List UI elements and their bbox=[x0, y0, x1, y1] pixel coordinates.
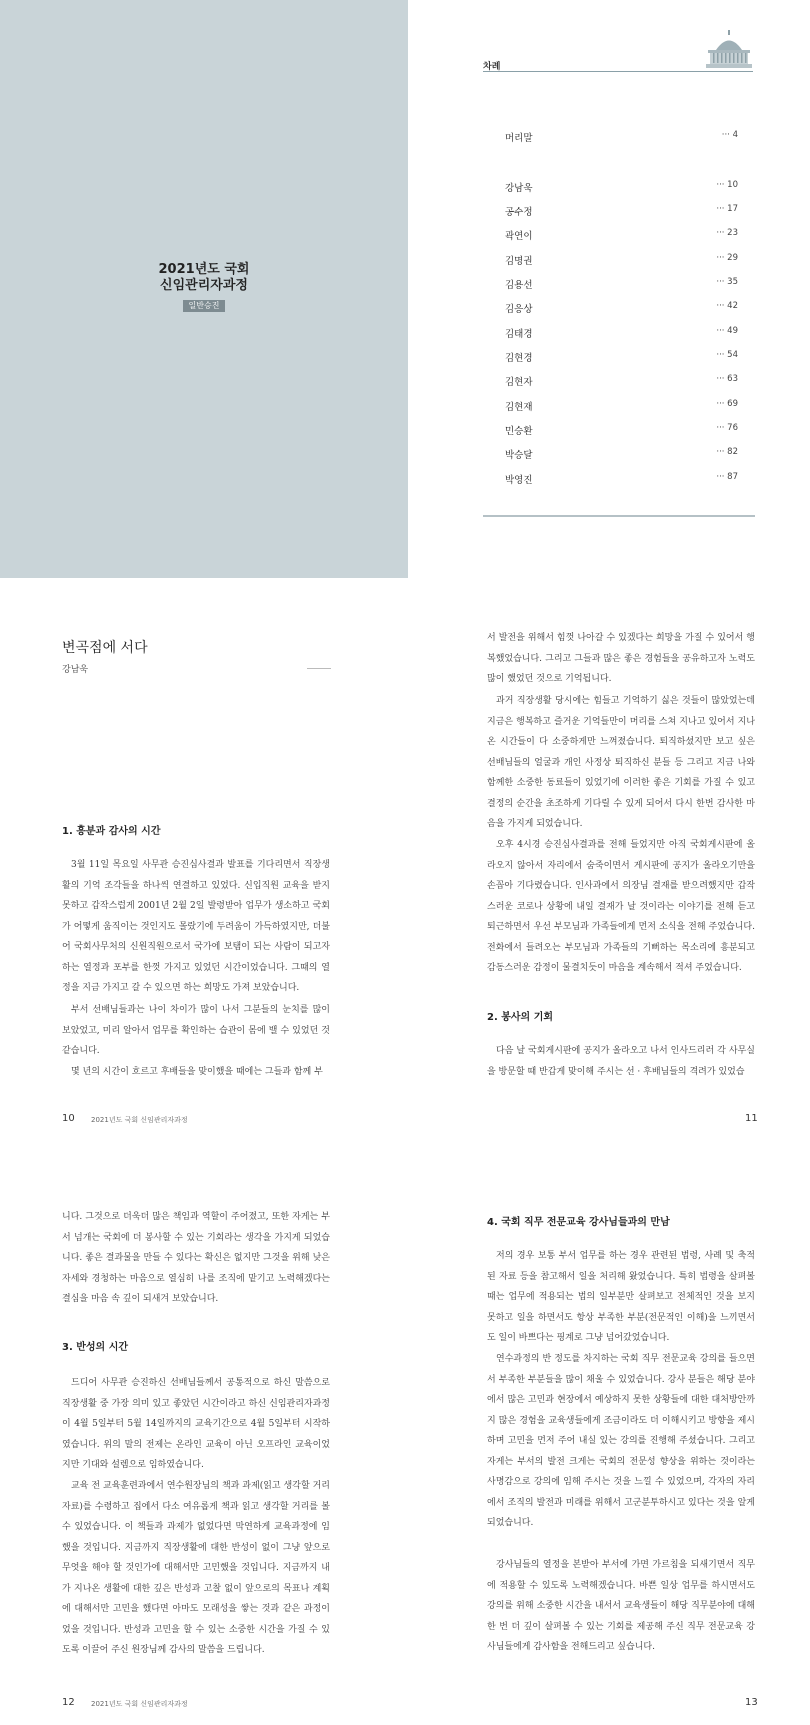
toc-entry-name: 김현경 bbox=[505, 353, 533, 364]
page-number: 13 bbox=[745, 1697, 758, 1708]
body-paragraph: 서 발전을 위해서 힘껏 나아갈 수 있겠다는 희망을 가질 수 있어서 행복했었습니다. 그리고 그들과 많은 좋은 경험들을 공유하고자 노력도 많이 했었던 것으로 기억됩니다. bbox=[487, 633, 755, 684]
body-paragraph: 교육 전 교육훈련과에서 연수원장님의 책과 과제(읽고 생각할 거리 자료)를 수령하고 집에서 다소 여유롭게 책과 읽고 생각할 거리를 볼 수 있었습니다. 이 책들과 과제가 없었다면 막연하게 교육과정에 임했을 것입니다. 지금까지 직장생활에 대한 반성이 없이 그냥 앞으로 무엇을 해야 할 것인가에 대해서만 고민했을 것입니다. 지금까지 내가 지나온 생활에 대한 깊은 반성과 고찰 없이 앞으로의 목표나 계획에 대해서만 고민을 했다면 아마도 모래성을 쌓는 것과 같은 과정이었을 것입니다. 반성과 고민을 할 수 있는 소중한 시간을 가질 수 있도록 이끌어 주신 원장님께 감사의 말씀을 드립니다. bbox=[62, 1481, 330, 1655]
toc-entry-page: ··· 17 bbox=[716, 204, 738, 214]
toc-entry-name: 김현재 bbox=[505, 402, 533, 413]
body-paragraph: 오후 4시경 승진심사결과를 전해 들었지만 아직 국회게시판에 올라오지 않아서 자리에서 숨죽이면서 게시판에 공지가 올라오기만을 손꼽아 기다렸습니다. 인사과에서 의장님 결재를 받으려했지만 갑작스러운 코로나 상황에 내일 결재가 날 것이라는 이야기를 전해 듣고 퇴근하면서 우선 부모님과 가족들에게 먼저 소식을 전해 주었습니다. 전화에서 들려오는 부모님과 가족들의 기뻐하는 목소리에 흥분되고 감동스러운 감정이 물결치듯이 마음을 계속해서 적셔 주었습니다. bbox=[487, 840, 755, 973]
toc-entry-name: 김응상 bbox=[505, 304, 533, 315]
toc-entry-page: ··· 35 bbox=[716, 277, 738, 287]
toc-entry[interactable] bbox=[505, 374, 738, 391]
toc-entry-page: ··· 54 bbox=[716, 350, 738, 360]
toc-entry[interactable] bbox=[505, 301, 738, 318]
section-heading: 1. 흥분과 감사의 시간 bbox=[62, 826, 161, 837]
toc-entry-name: 김용선 bbox=[505, 280, 533, 291]
toc-bottom-rule bbox=[483, 515, 755, 517]
toc-entry-name: 머리말 bbox=[505, 133, 533, 144]
body-paragraph: 강사님들의 열정을 본받아 부서에 가면 가르침을 되새기면서 직무에 적용할 수 있도록 노력해겠습니다. 바쁜 일상 업무를 하시면서도 강의를 위해 소중한 시간을 내서서 교육생들이 해당 직무분야에 대해 한 번 더 깊이 살펴볼 수 있는 기회를 제공해 주신 직무 전문교육 강사님들에게 감사함을 전해드리고 싶습니다. bbox=[487, 1560, 755, 1652]
toc-entry[interactable] bbox=[505, 423, 738, 440]
toc-entry-name: 강남욱 bbox=[505, 183, 533, 194]
section-heading: 2. 봉사의 기회 bbox=[487, 1012, 554, 1023]
toc-entry-name: 박승달 bbox=[505, 450, 533, 461]
toc-entry-page: ··· 10 bbox=[716, 180, 738, 190]
toc-entry-page: ··· 23 bbox=[716, 228, 738, 238]
toc-entry[interactable] bbox=[505, 204, 738, 221]
page-number: 11 bbox=[745, 1113, 758, 1124]
running-footer: 2021년도 국회 신임관리자과정 bbox=[91, 1700, 188, 1708]
section-heading: 4. 국회 직무 전문교육 강사님들과의 만남 bbox=[487, 1217, 670, 1228]
national-assembly-building-icon bbox=[704, 26, 754, 71]
essay-author: 강남욱 bbox=[62, 665, 89, 675]
cover-title bbox=[0, 262, 408, 294]
toc-entry-page: ··· 69 bbox=[716, 399, 738, 409]
body-paragraph: 몇 년의 시간이 흐르고 후배들을 맞이했을 때에는 그들과 함께 부 bbox=[71, 1067, 323, 1077]
body-paragraph: 드디어 사무관 승진하신 선배님들께서 공통적으로 하신 말씀으로 직장생활 중 가장 의미 있고 좋았던 시간이라고 하신 신임관리자과정이 4월 5일부터 5월 14일까지의 교육기간으로 4월 5일부터 시작하였습니다. 위의 말의 전제는 온라인 교육이 아닌 오프라인 교육이었지만 기대와 설렘으로 임하였습니다. bbox=[62, 1378, 330, 1470]
body-paragraph: 다음 날 국회게시판에 공지가 올라오고 나서 인사드리러 각 사무실을 방문할 때 반갑게 맞이해 주시는 선 · 후배님들의 격려가 있었습 bbox=[487, 1046, 755, 1077]
cover-title-line2: 신임관리자과정 bbox=[160, 278, 248, 293]
page-number: 10 bbox=[62, 1113, 75, 1124]
toc-entry-page: ··· 63 bbox=[716, 374, 738, 384]
toc-entry-page: ··· 82 bbox=[716, 447, 738, 457]
body-paragraph: 과거 직장생활 당시에는 힘들고 기억하기 싫은 것들이 많았었는데 지금은 행복하고 즐거운 기억들만이 머리를 스쳐 지나고 있어서 지나온 시간들이 다 소중하게만 느껴졌습니다. 퇴직하셨지만 보고 싶은 선배님들의 얼굴과 개인 사정상 퇴직하신 분들 등 그리고 지금 나와 함께한 소중한 동료들이 있었기에 이러한 좋은 기회를 가질 수 있고 결정의 순간을 초조하게 기다릴 수 있게 되어서 다시 한번 감사한 마음을 가지게 되었습니다. bbox=[487, 696, 755, 829]
toc-entry-name: 곽연이 bbox=[505, 231, 533, 242]
toc-entry-name: 김태경 bbox=[505, 329, 533, 340]
cover-badge: 일반승진 bbox=[183, 300, 225, 312]
toc-label: 차례 bbox=[483, 62, 501, 72]
toc-entry-name: 김현자 bbox=[505, 377, 533, 388]
page-number: 12 bbox=[62, 1697, 75, 1708]
toc-entry-page: ··· 87 bbox=[716, 472, 738, 482]
toc-entry[interactable] bbox=[505, 447, 738, 464]
toc-entry-name: 공수정 bbox=[505, 207, 533, 218]
section-heading: 3. 반성의 시간 bbox=[62, 1342, 129, 1353]
toc-entry[interactable] bbox=[505, 130, 738, 147]
cover-page bbox=[0, 0, 408, 578]
toc-entry-page: ··· 42 bbox=[716, 301, 738, 311]
body-paragraph: 니다. 그것으로 더욱더 많은 책임과 역할이 주어졌고, 또한 자게는 부서 넘개는 국회에 더 봉사할 수 있는 기회라는 생각을 가지게 되었습니다. 좋은 결과물을 만들 수 있다는 확신은 없지만 그것을 위해 낮은 자세와 경청하는 마음으로 열심히 나를 조직에 맡기고 노력해겠다는 결심을 마음 속 깊이 되새겨 보았습니다. bbox=[62, 1212, 330, 1304]
toc-entry-page: ··· 49 bbox=[716, 326, 738, 336]
toc-entry-page: ··· 29 bbox=[716, 253, 738, 263]
body-paragraph: 3월 11일 목요일 사무관 승진심사결과 발표를 기다리면서 직장생활의 기억 조각들을 하나씩 연결하고 있었다. 신입직원 교육을 받지 못하고 갑작스럽게 2001년 2월 2일 발령받아 업무가 생소하고 국회가 어떻게 움직이는 것인지도 몰랐기에 두려움이 가득하였지만, 더불어 국회사무처의 신원직원으로서 국가에 보탬이 되는 사람이 되고자 하는 열정과 포부를 한껏 가지고 있었던 시간이었습니다. 그때의 열정을 지금 가지고 갈 수 있으면 하는 희망도 가져 보았습니다. bbox=[62, 860, 330, 993]
essay-title: 변곡점에 서다 bbox=[62, 640, 148, 656]
body-paragraph: 연수과정의 반 정도를 차지하는 국회 직무 전문교육 강의를 들으면서 부족한 부분들을 많이 채울 수 있었습니다. 강사 분들은 해당 분야에서 많은 고민과 현장에서 예상하지 못한 상황들에 대한 대처방안까지 많은 경험을 교육생들에게 조금이라도 더 이해시키고 방향을 제시하며 고민을 먼저 주어 내실 있는 강의를 진행해 주셨습니다. 그리고 자게는 부서의 발전 크게는 국회의 전문성 향상을 위하는 것이라는 사명감으로 강의에 임해 주시는 것을 느낄 수 있었으며, 각자의 자리에서 조직의 발전과 미래를 위해서 고군분투하시고 있다는 것을 알게 되었습니다. bbox=[487, 1354, 755, 1528]
body-paragraph: 저의 경우 보통 부서 업무를 하는 경우 관련된 법령, 사례 및 축적된 자료 등을 참고해서 일을 처리해 왔었습니다. 특히 법령을 살펴볼 때는 업무에 적용되는 법의 일부분만 살펴보고 전체적인 것을 보지 못하고 일을 하면서도 항상 부족한 부분(전문적인 이해)을 느끼면서도 일이 바쁘다는 핑계로 그냥 넘어갔었습니다. bbox=[487, 1251, 755, 1343]
toc-top-rule bbox=[483, 71, 753, 72]
toc-entry[interactable] bbox=[505, 253, 738, 270]
toc-entry[interactable] bbox=[505, 350, 738, 367]
body-paragraph: 부서 선배님들과는 나이 차이가 많이 나서 그분들의 눈치를 많이 보았었고, 미리 알아서 업무를 확인하는 습관이 몸에 밸 수 있었던 것 같습니다. bbox=[62, 1005, 330, 1056]
toc-entry-name: 박영진 bbox=[505, 475, 533, 486]
toc-entry[interactable] bbox=[505, 472, 738, 489]
toc-entry-name: 김명권 bbox=[505, 256, 533, 267]
toc-entry[interactable] bbox=[505, 399, 738, 416]
cover-title-line1: 2021년도 국회 bbox=[158, 262, 250, 277]
toc-entry[interactable] bbox=[505, 180, 738, 197]
toc-entry-name: 민승환 bbox=[505, 426, 533, 437]
toc-entry-page: ··· 4 bbox=[721, 130, 738, 140]
toc-entry[interactable] bbox=[505, 228, 738, 245]
running-footer: 2021년도 국회 신임관리자과정 bbox=[91, 1116, 188, 1124]
toc-entry[interactable] bbox=[505, 277, 738, 294]
author-rule bbox=[307, 668, 331, 669]
toc-entry[interactable] bbox=[505, 326, 738, 343]
toc-entry-page: ··· 76 bbox=[716, 423, 738, 433]
